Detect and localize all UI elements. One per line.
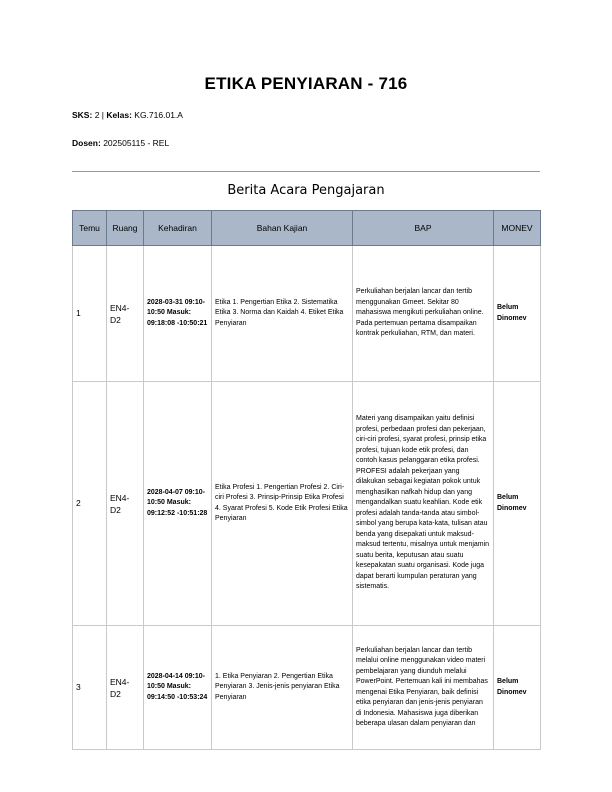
section-title: Berita Acara Pengajaran xyxy=(227,183,385,198)
course-info xyxy=(72,110,183,120)
sks-value: 2 xyxy=(94,110,100,120)
cell-temu: 1 xyxy=(73,246,107,382)
table-header-row xyxy=(73,211,541,246)
document-title: ETIKA PENYIARAN - 716 xyxy=(204,74,408,93)
kelas-value: KG.716.01.A xyxy=(134,110,183,120)
cell-bap: Materi yang disampaikan yaitu definisi profesi, perbedaan profesi dan pekerjaan, ciri-ciri profesi, syarat profesi, prinsip etika profesi, tujuan kode etik profesi, dan contoh kasus pelanggaran etika profesi. PROFESI adalah pekerjaan yang dilakukan sebagai kegiatan pokok untuk menghasilkan nafkah hidup dan yang mengandalkan suatu keahlian. Kode etik profesi adalah tanda-tanda atau simbol-simbol yang berupa kata-kata, tulisan atau benda yang disepakati untuk maksud-maksud tertentu, misalnya untuk menjamin suatu berita, keputusan atau suatu kesepakatan suatu organisasi. Kode juga dapat berarti kumpulan peraturan yang sistematis. xyxy=(353,382,494,626)
teaching-report-table xyxy=(72,210,541,750)
cell-temu: 2 xyxy=(73,382,107,626)
cell-bap: Perkuliahan berjalan lancar dan tertib menggunakan Gmeet. Sekitar 80 mahasiswa mengikuti perkuliahan online. Pada pertemuan pertama disampaikan kontrak perkuliahan, RTM, dan materi. xyxy=(353,246,494,382)
header-bap: BAP xyxy=(353,211,494,246)
cell-bahan-kajian: 1. Etika Penyiaran 2. Pengertian Etika Penyiaran 3. Jenis-jenis penyiaran Etika Penyiaran xyxy=(212,626,353,750)
cell-monev: Belum Dinomev xyxy=(494,626,541,750)
cell-ruang: EN4-D2 xyxy=(107,626,144,750)
table-row xyxy=(73,626,541,750)
header-temu: Temu xyxy=(73,211,107,246)
header-kehadiran: Kehadiran xyxy=(144,211,212,246)
cell-kehadiran: 2028-04-14 09:10-10:50 Masuk: 09:14:50 -10:53:24 xyxy=(144,626,212,750)
sks-label: SKS: xyxy=(72,110,93,120)
dosen-label: Dosen: xyxy=(72,138,101,148)
cell-monev: Belum Dinomev xyxy=(494,382,541,626)
cell-ruang: EN4-D2 xyxy=(107,382,144,626)
cell-bap: Perkuliahan berjalan lancar dan tertib melalui online menggunakan video materi pembelajaran yang diunduh melalui PowerPoint. Pertemuan kali ini membahas mengenai Etika Penyiaran, baik definisi etika penyiaran dan jenis-jenis penyiaran di Indonesia. Mahasiswa juga diberikan beberapa ulasan dalam penyiaran dan xyxy=(353,626,494,750)
header-bahan-kajian: Bahan Kajian xyxy=(212,211,353,246)
cell-bahan-kajian: Etika 1. Pengertian Etika 2. Sistematika Etika 3. Norma dan Kaidah 4. Etiket Etika Penyiaran xyxy=(212,246,353,382)
divider xyxy=(72,171,540,172)
kelas-label: Kelas: xyxy=(106,110,132,120)
header-monev: MONEV xyxy=(494,211,541,246)
cell-temu: 3 xyxy=(73,626,107,750)
lecturer-info xyxy=(72,138,169,148)
dosen-value: 202505115 - REL xyxy=(103,138,170,148)
header-ruang: Ruang xyxy=(107,211,144,246)
cell-kehadiran: 2028-03-31 09:10-10:50 Masuk: 09:18:08 -10:50:21 xyxy=(144,246,212,382)
cell-monev: Belum Dinomev xyxy=(494,246,541,382)
separator: | xyxy=(101,110,105,120)
cell-ruang: EN4-D2 xyxy=(107,246,144,382)
cell-kehadiran: 2028-04-07 09:10-10:50 Masuk: 09:12:52 -10:51:28 xyxy=(144,382,212,626)
cell-bahan-kajian: Etika Profesi 1. Pengertian Profesi 2. Ciri-ciri Profesi 3. Prinsip-Prinsip Etika Profesi 4. Syarat Profesi 5. Kode Etik Profesi Etika Penyiaran xyxy=(212,382,353,626)
table-row xyxy=(73,246,541,382)
table-row xyxy=(73,382,541,626)
